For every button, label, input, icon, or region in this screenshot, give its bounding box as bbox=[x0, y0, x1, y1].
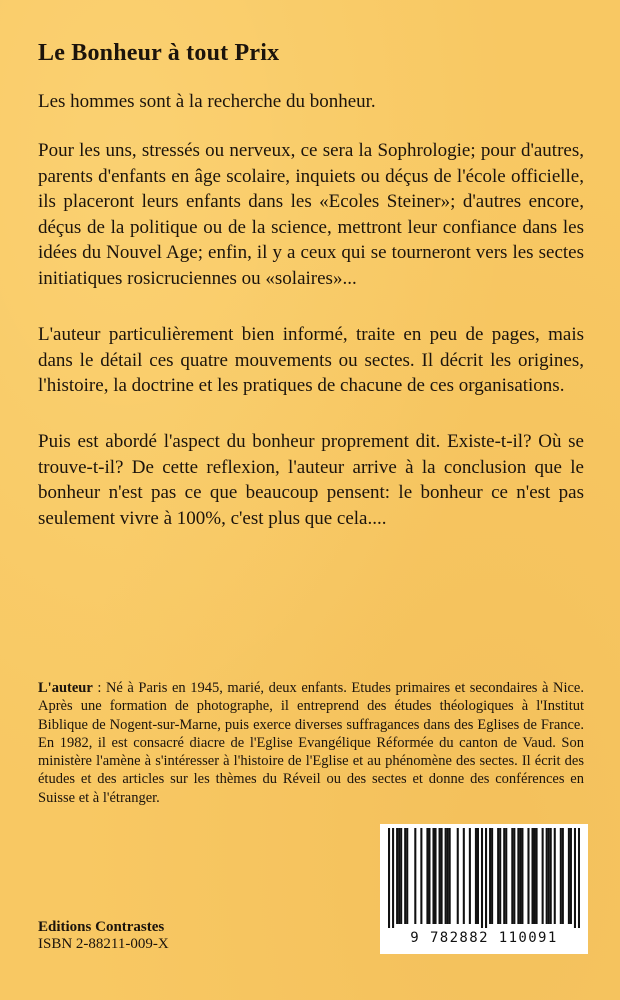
barcode-bar bbox=[432, 828, 434, 924]
barcode-bar bbox=[406, 828, 408, 924]
barcode-bar bbox=[550, 828, 552, 924]
barcode-bar bbox=[505, 828, 507, 924]
barcode-bar bbox=[548, 828, 550, 924]
barcode-bar bbox=[497, 828, 499, 924]
barcode-bar bbox=[414, 828, 416, 924]
barcode-bar bbox=[404, 828, 406, 924]
barcode-bar bbox=[481, 828, 483, 928]
barcode-bar bbox=[578, 828, 580, 928]
barcode-bar bbox=[400, 828, 402, 924]
barcode-bar bbox=[574, 828, 576, 928]
barcode-bar bbox=[463, 828, 465, 924]
barcode-bar bbox=[546, 828, 548, 924]
book-title: Le Bonheur à tout Prix bbox=[38, 40, 280, 66]
barcode-bar bbox=[531, 828, 533, 924]
barcode-bar bbox=[511, 828, 513, 924]
barcode-bar bbox=[521, 828, 523, 924]
barcode-bar bbox=[503, 828, 505, 924]
description-paragraph-3: Puis est abordé l'aspect du bonheur proprement dit. Existe-t-il? Où se trouve-t-il? De cette reflexion, l'auteur arrive à la conclusion que le bonheur n'est pas ce que beaucoup pensent: le bonheur ce n'est pas seulement vivre à 100%, c'est plus que cela.... bbox=[38, 431, 584, 529]
author-bio-text: Né à Paris en 1945, marié, deux enfants. Etudes primaires et secondaires à Nice. Après une formation de photographe, il entreprend des études théologiques à l'Institut Biblique de Nogent-sur-Marne, puis exerce diverses suffragances dans des Eglises de France. En 1982, il est consacré diacre de l'Eglise Evangélique Réformée du canton de Vaud. Son ministère l'amène à s'intéresser à l'histoire de l'Eglise et au phénomène des sectes. Il écrit des études et des articles sur les thèmes du Réveil ou des sectes et donne des conférences en Suisse et à l'étranger. bbox=[38, 680, 584, 806]
barcode-bar bbox=[396, 828, 398, 924]
barcode-bar bbox=[513, 828, 515, 924]
barcode-bar bbox=[447, 828, 449, 924]
barcode-bar bbox=[491, 828, 493, 924]
barcode-bar bbox=[434, 828, 436, 924]
description-paragraph-2: L'auteur particulièrement bien informé, traite en peu de pages, mais dans le détail ces quatre mouvements ou sectes. Il décrit les origines, l'histoire, la doctrine et les pratiques de chacune de ces organisations. bbox=[38, 324, 584, 397]
isbn-number: ISBN 2-88211-009-X bbox=[38, 936, 169, 952]
barcode-bar bbox=[554, 828, 556, 924]
barcode-bar bbox=[485, 828, 487, 928]
publisher-name: Editions Contrastes bbox=[38, 919, 165, 935]
barcode-bar bbox=[388, 828, 390, 928]
barcode-bar bbox=[517, 828, 519, 924]
barcode-bar bbox=[445, 828, 447, 924]
barcode-bar bbox=[527, 828, 529, 924]
barcode-bar bbox=[426, 828, 428, 924]
barcode-bar bbox=[449, 828, 451, 924]
barcode-bar bbox=[398, 828, 400, 924]
intro-line: Les hommes sont à la recherche du bonheur. bbox=[38, 91, 376, 112]
author-bio: L'auteur : Né à Paris en 1945, marié, deux enfants. Etudes primaires et secondaires à Nice. Après une formation de photographe, il entreprend des études théologiques à l'Institut Biblique de Nogent-sur-Marne, puis exerce diverses suffragances dans des Eglises de France. En 1982, il est consacré diacre de l'Eglise Evangélique Réformée du canton de Vaud. Son ministère l'amène à s'intéresser à l'histoire de l'Eglise et au phénomène des sectes. Il écrit des études et des articles sur les thèmes du Réveil ou des sectes et donne des conférences en Suisse et à l'étranger. bbox=[38, 680, 584, 806]
barcode-bar bbox=[475, 828, 477, 924]
barcode-bar bbox=[499, 828, 501, 924]
barcode-bar bbox=[439, 828, 441, 924]
author-label: L'auteur bbox=[38, 680, 93, 696]
barcode-bar bbox=[568, 828, 570, 924]
publisher-block bbox=[38, 919, 169, 953]
barcode-bar bbox=[489, 828, 491, 924]
barcode-bar bbox=[570, 828, 572, 924]
barcode-bar bbox=[536, 828, 538, 924]
barcode bbox=[380, 824, 588, 954]
barcode-bar bbox=[560, 828, 562, 924]
barcode-bar bbox=[562, 828, 564, 924]
barcode-bar bbox=[441, 828, 443, 924]
barcode-bar bbox=[542, 828, 544, 924]
barcode-bar bbox=[428, 828, 430, 924]
barcode-bar bbox=[477, 828, 479, 924]
barcode-bars bbox=[388, 828, 580, 928]
barcode-bar bbox=[457, 828, 459, 924]
description-paragraph-1: Pour les uns, stressés ou nerveux, ce sera la Sophrologie; pour d'autres, parents d'enfants en âge scolaire, inquiets ou déçus de l'école officielle, ils placeront leurs enfants dans les «Ecoles Steiner»; d'autres encore, déçus de la politique ou de la science, mettront leur confiance dans les idées du Nouvel Age; enfin, il y a ceux qui se tourneront vers les sectes initiatiques rosicruciennes ou «solaires»... bbox=[38, 140, 584, 289]
barcode-bar bbox=[420, 828, 422, 924]
barcode-bar bbox=[469, 828, 471, 924]
barcode-bar bbox=[519, 828, 521, 924]
barcode-bar bbox=[392, 828, 394, 928]
barcode-digits: 9 782882 110091 bbox=[410, 930, 558, 946]
barcode-bar bbox=[534, 828, 536, 924]
